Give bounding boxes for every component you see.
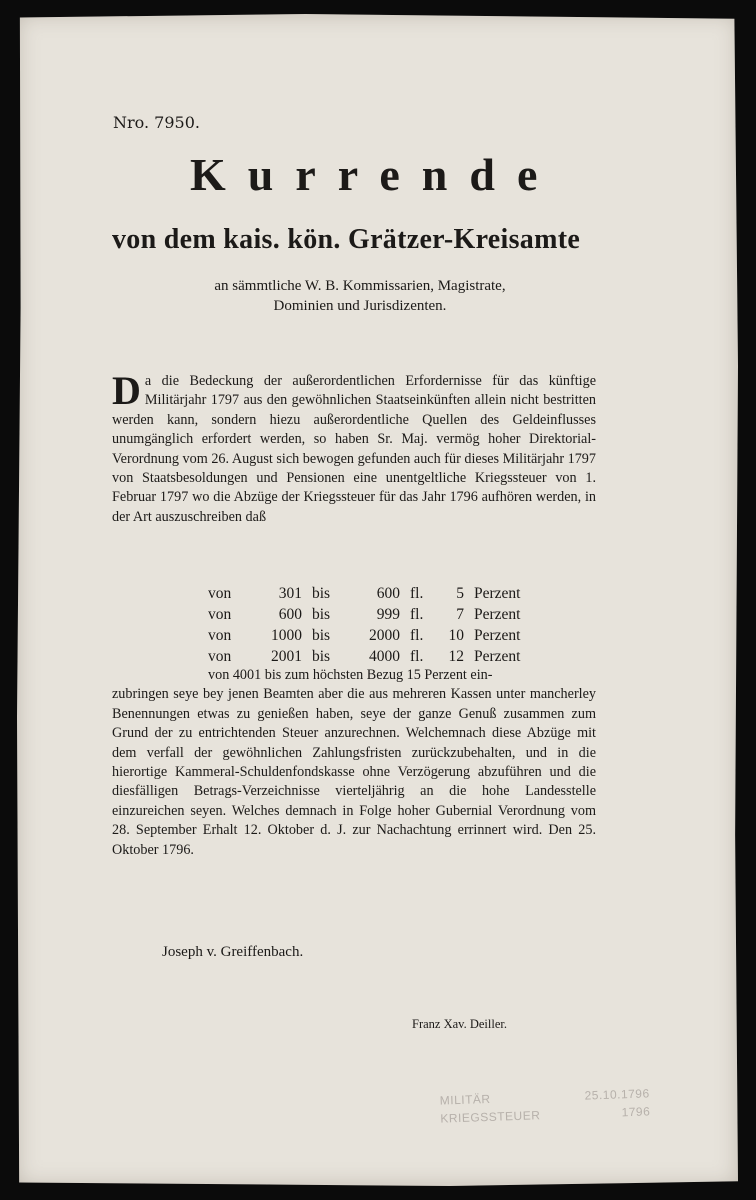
tax-from: 1000 — [271, 627, 302, 644]
paragraph-2-text: zubringen seye bey jenen Beamten aber die aus mehreren Kassen unter mancherley Benennungen etwas zu genießen haben, seye der ganze Genuß zusammen zum Grund der zu entrichtenden Steuer anzurechnen. Welchemnach diese Abzüge mit dem verfall der gewöhnlichen Zahlungsfristen zurückzubehalten, und in die hierortige Kammeral-Schuldenfondskasse ohne Verzögerung abzuführen und die diesfälligen Betrags-Verzeichnisse vierteljährig an die hohe Landesstelle einzureichen seyen. Welches demnach in Folge hoher Gubernial Verordnung vom 28. September Erhalt 12. Oktober d. J. zur Nachachtung errinnert wird. Den 25. Oktober 1796. — [112, 686, 596, 858]
tax-from-word: von — [208, 648, 232, 665]
document-title: Kurrende — [190, 149, 560, 200]
addressee-line-2: Dominien und Jurisdizenten. — [273, 298, 447, 314]
paragraph-1 — [112, 368, 596, 527]
signature-main: Joseph v. Greiffenbach. — [162, 944, 304, 960]
archive-subject: MILITÄR — [439, 1091, 491, 1108]
tax-rate: 5 — [456, 585, 464, 602]
tax-from-word: von — [208, 585, 232, 602]
tax-row — [208, 646, 534, 667]
tax-from: 600 — [278, 606, 302, 623]
tax-rate-label: Perzent — [474, 627, 521, 644]
tax-rate: 10 — [448, 627, 464, 644]
paragraph-2 — [112, 666, 596, 860]
tax-rate-label: Perzent — [474, 648, 521, 665]
tax-to-word: bis — [312, 606, 331, 623]
tax-to: 600 — [376, 585, 400, 602]
tax-to: 4000 — [369, 648, 400, 665]
tax-row — [208, 604, 534, 625]
tax-from: 2001 — [271, 648, 302, 665]
archive-topic: KRIEGSSTEUER — [440, 1108, 541, 1126]
tax-rate: 12 — [448, 648, 464, 665]
tax-to-word: bis — [312, 627, 331, 644]
drop-cap: D — [112, 368, 141, 413]
tax-to: 2000 — [369, 627, 400, 644]
paragraph-2-first-line: von 4001 bis zum höchsten Bezug 15 Perzent ein- — [208, 667, 493, 683]
addressee-line-1: an sämmtliche W. B. Kommissarien, Magistrate, — [214, 278, 506, 294]
tax-unit: fl. — [410, 648, 424, 665]
document-number: Nro. 7950. — [113, 113, 200, 132]
signature-secondary: Franz Xav. Deiller. — [412, 1017, 507, 1031]
tax-unit: fl. — [410, 627, 424, 644]
paragraph-1-text: a die Bedeckung der außerordentlichen Erfordernisse für das künftige Militärjahr 1797 aus den gewöhnlichen Staatseinkünften allein nicht bestritten werden kann, sondern hiezu außerordentliche Quellen des Geldeinflusses unumgänglich erfordert werden, so haben Sr. Maj. vermög hoher Direktorial-Verordnung vom 26. August sich bewogen gefunden auch für dieses Militärjahr 1797 von Staatsbesoldungen und Pensionen eine unentgeltliche Kriegssteuer von 1. Februar 1797 wo die Abzüge der Kriegssteuer für das Jahr 1796 aufhören werden, in der Art auszuschreiben daß — [112, 373, 596, 525]
tax-rate-label: Perzent — [474, 606, 521, 623]
tax-to: 999 — [376, 606, 400, 623]
tax-unit: fl. — [410, 585, 424, 602]
tax-from-word: von — [208, 606, 232, 623]
archive-pencil-note — [439, 1084, 650, 1127]
tax-from: 301 — [278, 585, 302, 602]
document-subtitle: von dem kais. kön. Grätzer-Kreisamte — [112, 224, 581, 255]
tax-row — [208, 583, 534, 604]
tax-from-word: von — [208, 627, 232, 644]
tax-row — [208, 625, 534, 646]
tax-to-word: bis — [312, 648, 331, 665]
tax-unit: fl. — [410, 606, 424, 623]
tax-to-word: bis — [312, 585, 331, 602]
archive-date: 25.10.1796 — [584, 1086, 650, 1103]
tax-rate-label: Perzent — [474, 585, 521, 602]
archive-year: 1796 — [621, 1104, 651, 1120]
tax-rate-table — [208, 583, 534, 667]
tax-rate: 7 — [456, 606, 464, 623]
